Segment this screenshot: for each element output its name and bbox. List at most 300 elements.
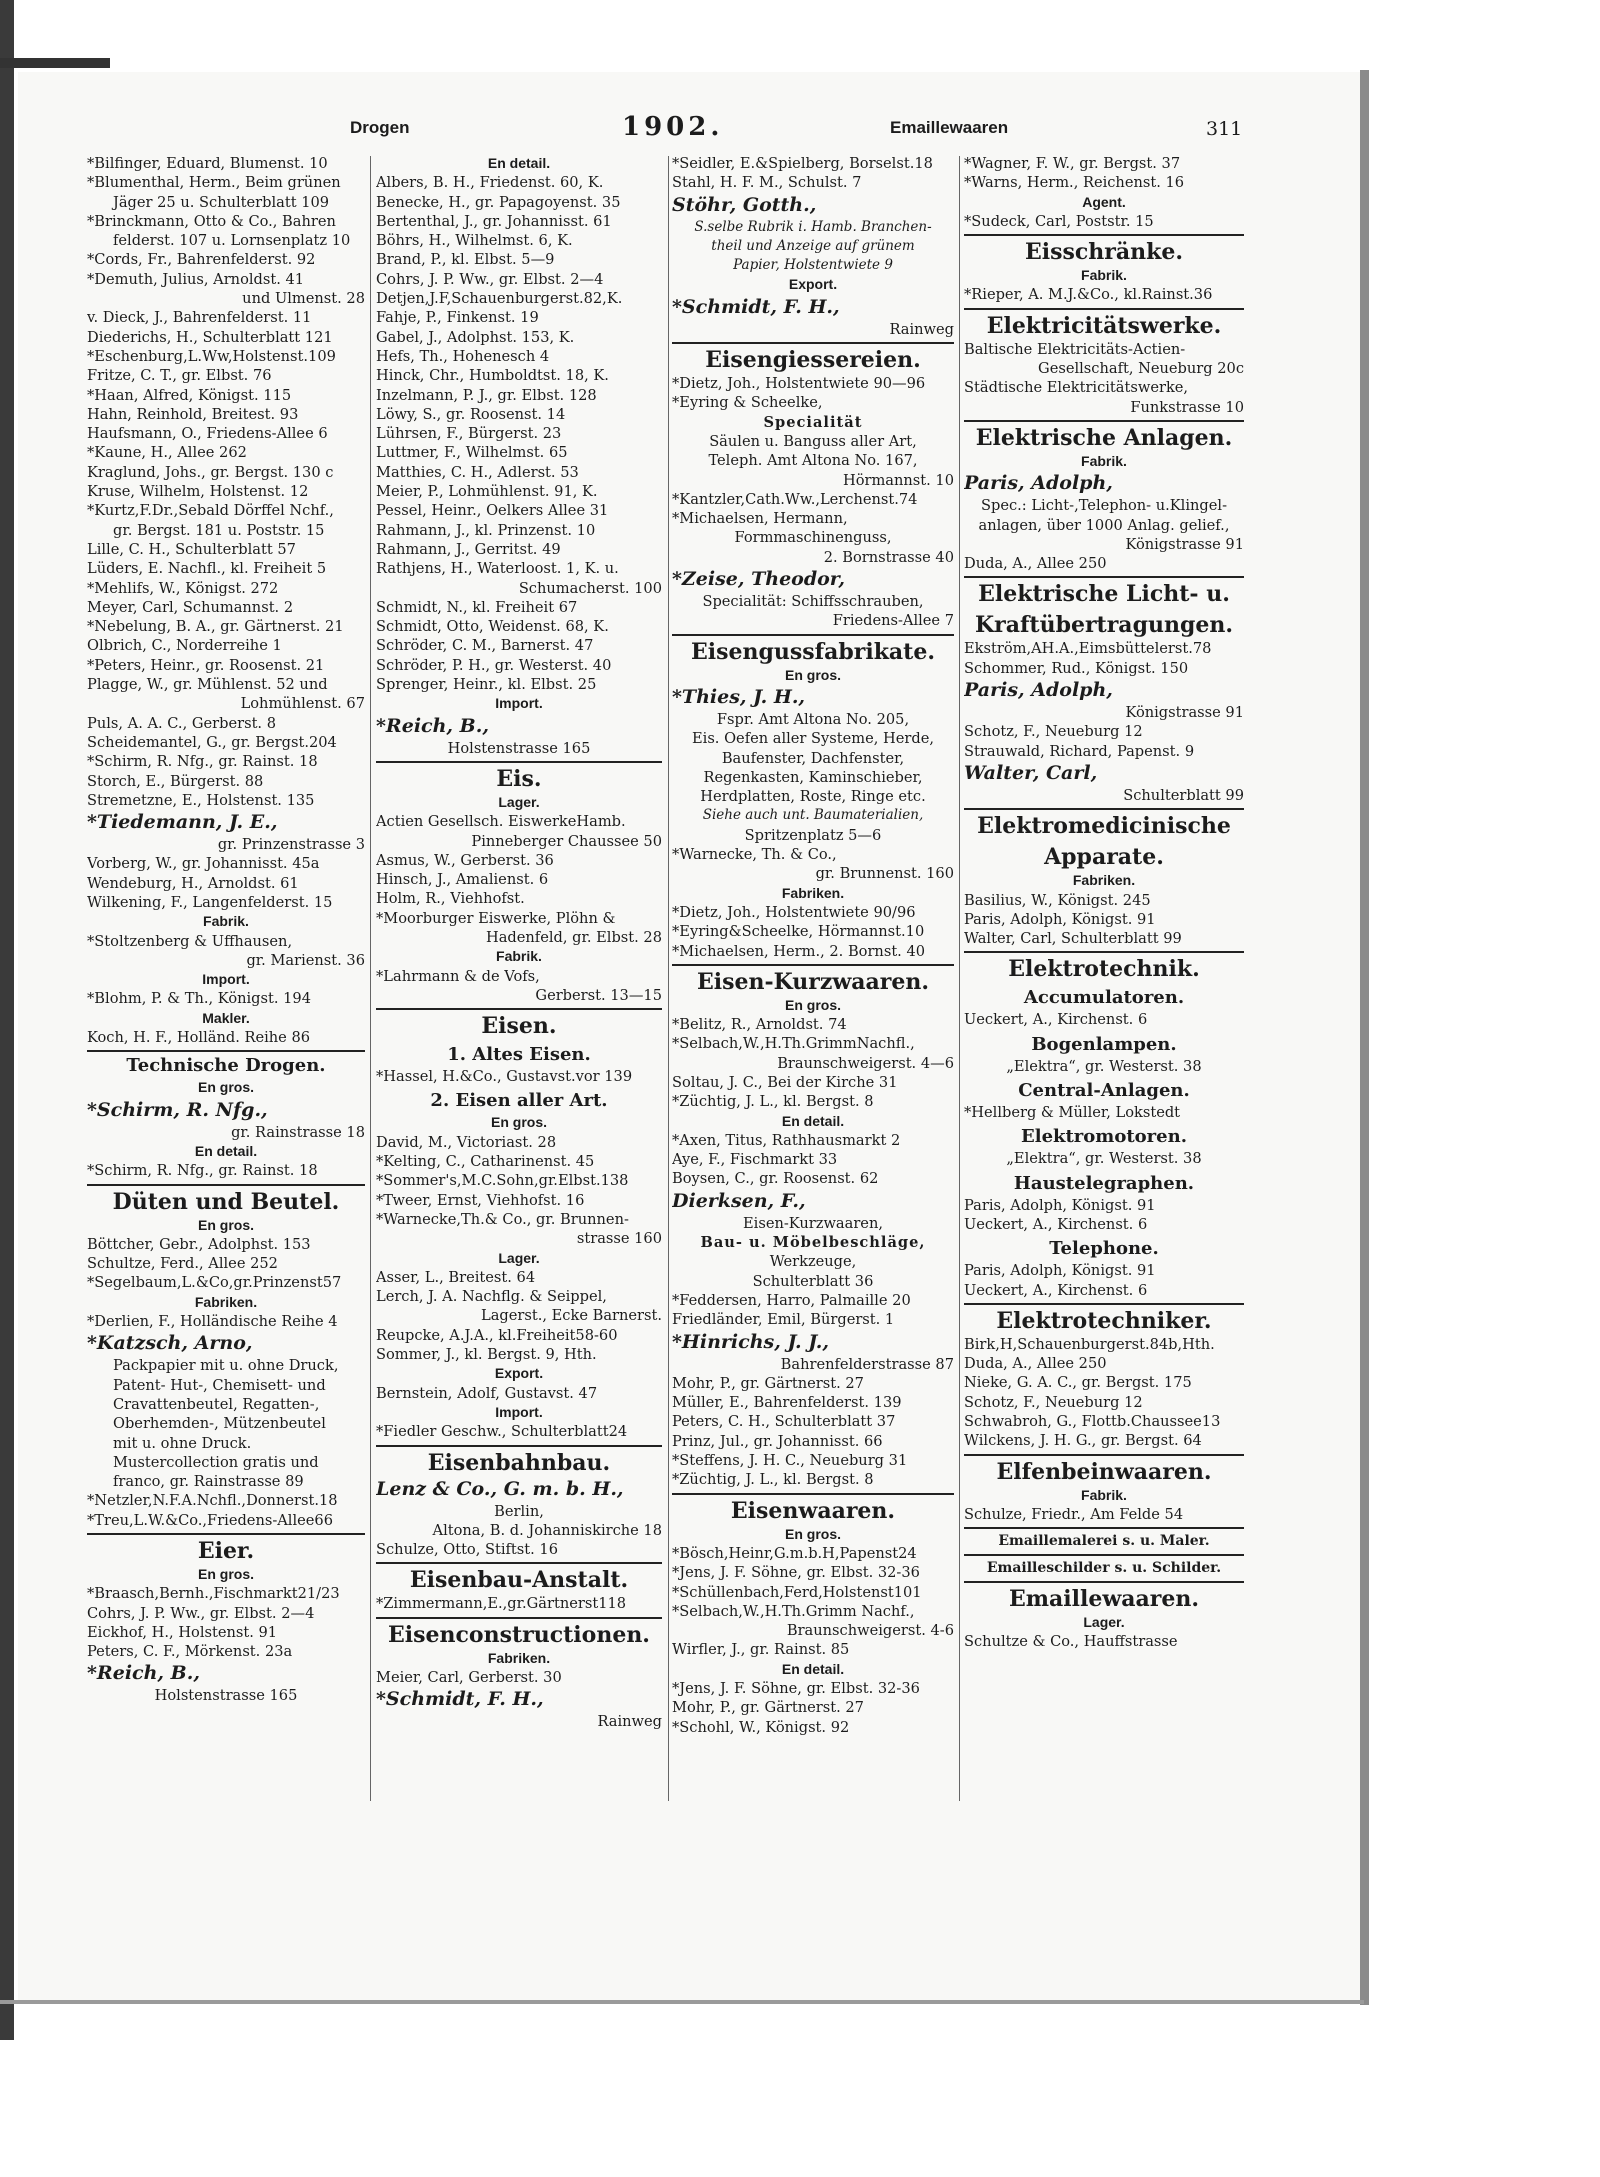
category-heading: Emaillemalerei s. u. Maler. bbox=[964, 1527, 1244, 1551]
listing-entry: Hahn, Reinhold, Breitest. 93 bbox=[87, 405, 299, 423]
category-heading: Elektrotechniker. bbox=[964, 1303, 1244, 1335]
section-subheading: Fabriken. bbox=[1072, 872, 1136, 889]
listing-entry: Matthies, C. H., Adlerst. 53 bbox=[376, 463, 579, 481]
listing-entry: *Nebelung, B. A., gr. Gärtnerst. 21 bbox=[87, 618, 344, 636]
listing-address: Rainweg bbox=[597, 1713, 662, 1731]
listing-entry: *Brinckmann, Otto & Co., Bahren bbox=[87, 212, 336, 230]
listing-address: und Ulmenst. 28 bbox=[242, 290, 365, 308]
section-subheading: En gros. bbox=[784, 996, 841, 1013]
listing-continuation: Patent- Hut-, Chemisett- und bbox=[113, 1376, 326, 1394]
listing-line: Herdplatten, Roste, Ringe etc. bbox=[700, 788, 926, 806]
listing-entry: Wendeburg, H., Arnoldst. 61 bbox=[87, 874, 299, 892]
listing-entry: *Kurtz,F.Dr.,Sebald Dörffel Nchf., bbox=[87, 502, 334, 520]
category-heading: Central-Anlagen. bbox=[1018, 1080, 1190, 1102]
featured-entry: *Schirm, R. Nfg., bbox=[87, 1098, 268, 1121]
listing-entry: Soltau, J. C., Bei der Kirche 31 bbox=[672, 1073, 898, 1091]
listing-entry: *Warnecke,Th.& Co., gr. Brunnen- bbox=[376, 1210, 629, 1228]
listing-address: 2. Bornstrasse 40 bbox=[823, 548, 954, 566]
listing-entry: Schulze, Otto, Stiftst. 16 bbox=[376, 1541, 558, 1559]
listing-entry: Ueckert, A., Kirchenst. 6 bbox=[964, 1215, 1148, 1233]
listing-note: Papier, Holstentwiete 9 bbox=[733, 257, 893, 274]
listing-entry: *Michaelsen, Herm., 2. Bornst. 40 bbox=[672, 942, 926, 960]
listing-entry: *Braasch,Bernh.,Fischmarkt21/23 bbox=[87, 1585, 340, 1603]
category-heading: Eisenwaaren. bbox=[672, 1493, 954, 1525]
listing-note: S.selbe Rubrik i. Hamb. Branchen- bbox=[694, 218, 932, 235]
featured-entry: *Schmidt, F. H., bbox=[672, 295, 840, 318]
listing-line: Eis. Oefen aller Systeme, Herde, bbox=[692, 730, 934, 748]
listing-entry: *Schirm, R. Nfg., gr. Rainst. 18 bbox=[87, 1162, 318, 1180]
category-heading: Düten und Beutel. bbox=[87, 1184, 365, 1216]
listing-entry: Hinsch, J., Amalienst. 6 bbox=[376, 871, 549, 889]
listing-entry: *Feddersen, Harro, Palmaille 20 bbox=[672, 1291, 911, 1309]
listing-entry: *Blohm, P. & Th., Königst. 194 bbox=[87, 990, 311, 1008]
listing-address: gr. Brunnenst. 160 bbox=[815, 865, 954, 883]
listing-entry: Boysen, C., gr. Roosenst. 62 bbox=[672, 1170, 879, 1188]
listing-line: Baufenster, Dachfenster, bbox=[721, 749, 905, 767]
listing-address: gr. Prinzenstrasse 3 bbox=[217, 836, 365, 854]
category-heading: Eisenbau-Anstalt. bbox=[376, 1562, 662, 1594]
listing-entry: Meyer, Carl, Schumannst. 2 bbox=[87, 598, 294, 616]
listing-line: Berlin, bbox=[494, 1502, 544, 1520]
listing-entry: Meier, P., Lohmühlenst. 91, K. bbox=[376, 483, 598, 501]
page-number: 311 bbox=[1206, 118, 1243, 140]
listing-note: Siehe auch unt. Baumaterialien, bbox=[702, 807, 924, 824]
listing-entry: Ueckert, A., Kirchenst. 6 bbox=[964, 1281, 1148, 1299]
category-heading: Eisenbahnbau. bbox=[376, 1445, 662, 1477]
listing-entry: Hinck, Chr., Humboldtst. 18, K. bbox=[376, 367, 609, 385]
listing-entry: *Dietz, Joh., Holstentwiete 90—96 bbox=[672, 375, 926, 393]
listing-line: Werkzeuge, bbox=[769, 1253, 857, 1271]
listing-entry: Walter, Carl, Schulterblatt 99 bbox=[964, 930, 1182, 948]
section-subheading: Export. bbox=[494, 1365, 544, 1382]
listing-specialty: Specialität bbox=[763, 413, 863, 431]
section-subheading: En detail. bbox=[781, 1112, 845, 1129]
section-subheading: En detail. bbox=[487, 155, 551, 171]
listing-entry: Schommer, Rud., Königst. 150 bbox=[964, 659, 1189, 677]
listing-entry: Plagge, W., gr. Mühlenst. 52 und bbox=[87, 676, 328, 694]
section-subheading: Agent. bbox=[1082, 193, 1126, 210]
listing-line: Holstenstrasse 165 bbox=[154, 1687, 298, 1705]
category-heading: Kraftübertragungen. bbox=[975, 612, 1233, 639]
featured-entry: *Tiedemann, J. E., bbox=[87, 811, 278, 834]
featured-entry: Dierksen, F., bbox=[672, 1189, 806, 1212]
section-subheading: Fabrik. bbox=[203, 913, 249, 930]
listing-address: Schulterblatt 99 bbox=[1123, 786, 1244, 804]
listing-entry: Wilkening, F., Langenfelderst. 15 bbox=[87, 893, 333, 911]
section-subheading: Lager. bbox=[498, 1249, 540, 1266]
listing-entry: Benecke, H., gr. Papagoyenst. 35 bbox=[376, 193, 621, 211]
featured-entry: *Schmidt, F. H., bbox=[376, 1688, 544, 1711]
listing-address: Gesellschaft, Neueburg 20c bbox=[1038, 360, 1244, 378]
listing-line: Formmaschinenguss, bbox=[734, 529, 892, 547]
listing-entry: *Schüllenbach,Ferd,Holstenst101 bbox=[672, 1583, 922, 1601]
listing-entry: Lührsen, F., Bürgerst. 23 bbox=[376, 425, 562, 443]
listing-entry: *Cords, Fr., Bahrenfelderst. 92 bbox=[87, 251, 316, 269]
listing-entry: Städtische Elektricitätswerke, bbox=[964, 379, 1189, 397]
listing-entry: Ueckert, A., Kirchenst. 6 bbox=[964, 1011, 1148, 1029]
listing-entry: Lerch, J. A. Nachflg. & Seippel, bbox=[376, 1288, 607, 1306]
section-subheading: En gros. bbox=[490, 1114, 547, 1131]
listing-entry: Böttcher, Gebr., Adolphst. 153 bbox=[87, 1235, 311, 1253]
listing-entry: Paris, Adolph, Königst. 91 bbox=[964, 1262, 1156, 1280]
listing-entry: Olbrich, C., Norderreihe 1 bbox=[87, 637, 282, 655]
listing-entry: *Segelbaum,L.&Co,gr.Prinzenst57 bbox=[87, 1274, 342, 1292]
listing-entry: Mohr, P., gr. Gärtnerst. 27 bbox=[672, 1699, 864, 1717]
listing-continuation: Jäger 25 u. Schulterblatt 109 bbox=[113, 193, 330, 211]
listing-entry: *Kelting, C., Catharinenst. 45 bbox=[376, 1153, 595, 1171]
category-heading: Apparate. bbox=[1044, 844, 1164, 871]
section-subheading: En detail. bbox=[781, 1660, 845, 1677]
listing-address: Gerberst. 13—15 bbox=[535, 986, 662, 1004]
column-rule bbox=[370, 156, 371, 1801]
listing-entry: Peters, C. H., Schulterblatt 37 bbox=[672, 1413, 896, 1431]
listing-entry: *Bilfinger, Eduard, Blumenst. 10 bbox=[87, 155, 328, 172]
listing-entry: Löwy, S., gr. Roosenst. 14 bbox=[376, 405, 566, 423]
category-heading: Telephone. bbox=[1049, 1238, 1159, 1260]
listing-entry: Detjen,J.F,Schauenburgerst.82,K. bbox=[376, 290, 623, 308]
listing-entry: *Selbach,W.,H.Th.Grimm Nachf., bbox=[672, 1602, 915, 1620]
listing-line: anlagen, über 1000 Anlag. gelief., bbox=[978, 516, 1230, 534]
listing-continuation: Oberhemden-, Mützenbeutel bbox=[113, 1415, 326, 1433]
header-right-category: Emaillewaaren bbox=[890, 118, 1009, 137]
column-2 bbox=[376, 154, 662, 1732]
listing-entry: Puls, A. A. C., Gerberst. 8 bbox=[87, 714, 276, 732]
listing-entry: *Moorburger Eiswerke, Plöhn & bbox=[376, 909, 616, 927]
listing-entry: *Sudeck, Carl, Poststr. 15 bbox=[964, 212, 1154, 230]
listing-entry: *Netzler,N.F.A.Nchfl.,Donnerst.18 bbox=[87, 1492, 338, 1510]
listing-entry: *Züchtig, J. L., kl. Bergst. 8 bbox=[672, 1471, 874, 1489]
listing-entry: Lille, C. H., Schulterblatt 57 bbox=[87, 540, 296, 558]
listing-entry: *Mehlifs, W., Königst. 272 bbox=[87, 579, 279, 597]
column-4 bbox=[964, 154, 1244, 1652]
listing-entry: Bernstein, Adolf, Gustavst. 47 bbox=[376, 1384, 598, 1402]
listing-line: Teleph. Amt Altona No. 167, bbox=[708, 452, 918, 470]
listing-entry: Schotz, F., Neueburg 12 bbox=[964, 723, 1143, 741]
listing-entry: Bertenthal, J., gr. Johannisst. 61 bbox=[376, 212, 612, 230]
featured-entry: *Thies, J. H., bbox=[672, 685, 806, 708]
listing-entry: *Eyring&Scheelke, Hörmannst.10 bbox=[672, 923, 925, 941]
listing-entry: Schröder, P. H., gr. Westerst. 40 bbox=[376, 656, 612, 674]
listing-line: Schulterblatt 36 bbox=[752, 1272, 874, 1290]
listing-entry: Duda, A., Allee 250 bbox=[964, 555, 1107, 573]
listing-entry: Paris, Adolph, Königst. 91 bbox=[964, 1196, 1156, 1214]
listing-address: gr. Rainstrasse 18 bbox=[231, 1123, 365, 1141]
featured-entry: *Reich, B., bbox=[376, 714, 489, 737]
listing-entry: *Eschenburg,L.Ww,Holstenst.109 bbox=[87, 347, 336, 365]
listing-entry: Holm, R., Viehhofst. bbox=[376, 890, 525, 908]
listing-entry: *Stoltzenberg & Uffhausen, bbox=[87, 932, 293, 950]
listing-line: „Elektra“, gr. Westerst. 38 bbox=[1006, 1057, 1202, 1075]
section-subheading: En gros. bbox=[784, 1525, 841, 1542]
listing-entry: *Rieper, A. M.J.&Co., kl.Rainst.36 bbox=[964, 286, 1213, 304]
featured-entry: Stöhr, Gotth., bbox=[672, 193, 817, 216]
listing-entry: Kruse, Wilhelm, Holstenst. 12 bbox=[87, 483, 309, 501]
listing-entry: Aye, F., Fischmarkt 33 bbox=[672, 1151, 838, 1169]
listing-entry: *Schohl, W., Königst. 92 bbox=[672, 1718, 850, 1736]
featured-entry: Lenz & Co., G. m. b. H., bbox=[376, 1477, 624, 1500]
category-heading: Accumulatoren. bbox=[1023, 987, 1185, 1009]
category-heading: Eisengiessereien. bbox=[672, 342, 954, 374]
listing-line: Säulen u. Banguss aller Art, bbox=[709, 432, 917, 450]
listing-entry: Paris, Adolph, Königst. 91 bbox=[964, 910, 1156, 928]
listing-note: theil und Anzeige auf grünem bbox=[711, 237, 915, 254]
category-heading: Eisen-Kurzwaaren. bbox=[672, 964, 954, 996]
listing-entry: Brand, P., kl. Elbst. 5—9 bbox=[376, 251, 555, 269]
listing-address: gr. Marienst. 36 bbox=[246, 951, 365, 969]
listing-entry: Peters, C. F., Mörkenst. 23a bbox=[87, 1643, 293, 1661]
listing-entry: *Lahrmann & de Vofs, bbox=[376, 967, 540, 985]
section-subheading: Export. bbox=[788, 276, 838, 293]
listing-entry: *Züchtig, J. L., kl. Bergst. 8 bbox=[672, 1093, 874, 1111]
listing-entry: Nieke, G. A. C., gr. Bergst. 175 bbox=[964, 1374, 1192, 1392]
listing-entry: *Jens, J. F. Söhne, gr. Elbst. 32-36 bbox=[672, 1564, 920, 1582]
listing-entry: *Blumenthal, Herm., Beim grünen bbox=[87, 174, 341, 192]
listing-entry: Cohrs, J. P. Ww., gr. Elbst. 2—4 bbox=[87, 1604, 315, 1622]
listing-address: Hadenfeld, gr. Elbst. 28 bbox=[486, 928, 662, 946]
listing-entry: Luttmer, F., Wilhelmst. 65 bbox=[376, 444, 568, 462]
listing-entry: Gabel, J., Adolphst. 153, K. bbox=[376, 328, 575, 346]
category-heading: 2. Eisen aller Art. bbox=[430, 1090, 608, 1112]
listing-entry: Meier, Carl, Gerberst. 30 bbox=[376, 1669, 562, 1686]
listing-entry: *Wagner, F. W., gr. Bergst. 37 bbox=[964, 155, 1181, 172]
listing-entry: *Eyring & Scheelke, bbox=[672, 394, 823, 412]
category-heading: Haustelegraphen. bbox=[1013, 1172, 1195, 1194]
column-3 bbox=[672, 154, 954, 1737]
listing-entry: *Axen, Titus, Rathhausmarkt 2 bbox=[672, 1131, 901, 1149]
listing-address: Königstrasse 91 bbox=[1125, 535, 1244, 553]
listing-entry: Mohr, P., gr. Gärtnerst. 27 bbox=[672, 1374, 864, 1392]
category-heading: Elfenbeinwaaren. bbox=[964, 1454, 1244, 1486]
featured-entry: Walter, Carl, bbox=[964, 761, 1098, 784]
listing-entry: Birk,H,Schauenburgerst.84b,Hth. bbox=[964, 1335, 1215, 1353]
listing-continuation: gr. Bergst. 181 u. Poststr. 15 bbox=[113, 521, 325, 539]
listing-line: Fspr. Amt Altona No. 205, bbox=[716, 710, 910, 728]
listing-line: Specialität: Schiffsschrauben, bbox=[702, 593, 924, 611]
category-heading: Emaillewaaren. bbox=[964, 1581, 1244, 1613]
listing-entry: *Peters, Heinr., gr. Roosenst. 21 bbox=[87, 656, 325, 674]
listing-address: Königstrasse 91 bbox=[1125, 704, 1244, 722]
listing-address: Altona, B. d. Johanniskirche 18 bbox=[432, 1521, 662, 1539]
category-heading: Elektricitätswerke. bbox=[964, 308, 1244, 340]
category-heading: Elektromotoren. bbox=[1021, 1126, 1187, 1148]
listing-address: Rainweg bbox=[889, 320, 954, 338]
header-year: 1902. bbox=[622, 112, 724, 142]
scan-top-mark bbox=[0, 58, 110, 68]
listing-address: Schumacherst. 100 bbox=[518, 579, 662, 597]
listing-entry: *Warnecke, Th. & Co., bbox=[672, 846, 837, 864]
featured-entry: Paris, Adolph, bbox=[964, 472, 1113, 495]
listing-entry: Böhrs, H., Wilhelmst. 6, K. bbox=[376, 232, 573, 250]
section-subheading: Makler. bbox=[202, 1009, 250, 1026]
listing-address: strasse 160 bbox=[576, 1230, 662, 1248]
listing-entry: Koch, H. F., Holländ. Reihe 86 bbox=[87, 1029, 311, 1047]
listing-entry: Wirfler, J., gr. Rainst. 85 bbox=[672, 1641, 850, 1659]
listing-entry: Rathjens, H., Waterloost. 1, K. u. bbox=[376, 560, 619, 578]
section-subheading: Import. bbox=[495, 1403, 543, 1420]
listing-line: Regenkasten, Kaminschieber, bbox=[703, 768, 923, 786]
category-heading: Eisengussfabrikate. bbox=[672, 634, 954, 666]
section-subheading: En gros. bbox=[784, 666, 841, 683]
listing-line: „Elektra“, gr. Westerst. 38 bbox=[1006, 1150, 1202, 1168]
section-subheading: Fabriken. bbox=[194, 1293, 258, 1310]
listing-entry: *Jens, J. F. Söhne, gr. Elbst. 32-36 bbox=[672, 1680, 920, 1697]
listing-entry: Sommer, J., kl. Bergst. 9, Hth. bbox=[376, 1346, 597, 1364]
section-subheading: En detail. bbox=[194, 1142, 258, 1159]
listing-entry: Sprenger, Heinr., kl. Elbst. 25 bbox=[376, 676, 597, 694]
listing-entry: Baltische Elektricitäts-Actien- bbox=[964, 340, 1186, 358]
listing-entry: Haufsmann, O., Friedens-Allee 6 bbox=[87, 425, 328, 443]
category-heading: Elektrische Licht- u. bbox=[964, 576, 1244, 608]
scan-right-edge bbox=[1360, 70, 1369, 2005]
listing-entry: Actien Gesellsch. EiswerkeHamb. bbox=[376, 813, 626, 831]
section-subheading: Lager. bbox=[498, 793, 540, 810]
listing-entry: David, M., Victoriast. 28 bbox=[376, 1133, 557, 1151]
listing-entry: *Belitz, R., Arnoldst. 74 bbox=[672, 1016, 847, 1034]
listing-entry: Pessel, Heinr., Oelkers Allee 31 bbox=[376, 502, 609, 520]
listing-entry: Inzelmann, P. J., gr. Elbst. 128 bbox=[376, 386, 597, 404]
listing-entry: *Seidler, E.&Spielberg, Borselst.18 bbox=[672, 155, 933, 172]
listing-address: Pinneberger Chaussee 50 bbox=[471, 832, 662, 850]
featured-entry: Paris, Adolph, bbox=[964, 679, 1113, 702]
listing-entry: Storch, E., Bürgerst. 88 bbox=[87, 772, 264, 790]
listing-entry: Scheidemantel, G., gr. Bergst.204 bbox=[87, 733, 337, 751]
category-heading: Eisschränke. bbox=[964, 234, 1244, 266]
listing-entry: Schotz, F., Neueburg 12 bbox=[964, 1393, 1143, 1411]
listing-entry: Strauwald, Richard, Papenst. 9 bbox=[964, 742, 1195, 760]
listing-address: Braunschweigerst. 4—6 bbox=[777, 1054, 954, 1072]
listing-entry: *Fiedler Geschw., Schulterblatt24 bbox=[376, 1423, 628, 1441]
listing-entry: Asmus, W., Gerberst. 36 bbox=[376, 851, 554, 869]
section-subheading: Fabrik. bbox=[496, 948, 542, 965]
category-heading: Elektrische Anlagen. bbox=[964, 420, 1244, 452]
listing-entry: *Warns, Herm., Reichenst. 16 bbox=[964, 174, 1185, 192]
listing-entry: Schröder, C. M., Barnerst. 47 bbox=[376, 637, 594, 655]
listing-entry: Rahmann, J., kl. Prinzenst. 10 bbox=[376, 521, 596, 539]
listing-entry: Schmidt, Otto, Weidenst. 68, K. bbox=[376, 618, 609, 636]
listing-entry: Hefs, Th., Hohenesch 4 bbox=[376, 347, 550, 365]
listing-address: Funkstrasse 10 bbox=[1130, 398, 1244, 416]
listing-line: Holstenstrasse 165 bbox=[447, 739, 591, 757]
listing-entry: Eickhof, H., Holstenst. 91 bbox=[87, 1623, 278, 1641]
listing-entry: Albers, B. H., Friedenst. 60, K. bbox=[376, 174, 604, 192]
listing-entry: Reupcke, A.J.A., kl.Freiheit58-60 bbox=[376, 1326, 618, 1344]
section-subheading: Import. bbox=[495, 695, 543, 712]
listing-entry: Schultze, Ferd., Allee 252 bbox=[87, 1255, 278, 1273]
category-heading: Eisenconstructionen. bbox=[376, 1617, 662, 1649]
listing-address: Braunschweigerst. 4-6 bbox=[786, 1622, 954, 1640]
section-subheading: Import. bbox=[202, 971, 250, 988]
listing-entry: Rahmann, J., Gerritst. 49 bbox=[376, 540, 561, 558]
listing-entry: *Kantzler,Cath.Ww.,Lerchenst.74 bbox=[672, 490, 918, 508]
section-subheading: Lager. bbox=[1083, 1614, 1125, 1631]
listing-entry: *Selbach,W.,H.Th.GrimmNachfl., bbox=[672, 1035, 915, 1053]
listing-entry: *Zimmermann,E.,gr.Gärtnerst118 bbox=[376, 1595, 627, 1613]
category-heading: Elektrotechnik. bbox=[964, 951, 1244, 983]
listing-entry: *Kaune, H., Allee 262 bbox=[87, 444, 247, 462]
listing-entry: Kraglund, Johs., gr. Bergst. 130 c bbox=[87, 463, 334, 481]
listing-line: Spec.: Licht-,Telephon- u.Klingel- bbox=[981, 497, 1227, 515]
listing-continuation: Mustercollection gratis und bbox=[113, 1453, 319, 1471]
listing-address: Lohmühlenst. 67 bbox=[240, 695, 365, 713]
listing-line: Spritzenplatz 5—6 bbox=[744, 826, 882, 844]
listing-continuation: franco, gr. Rainstrasse 89 bbox=[113, 1473, 304, 1491]
featured-entry: *Reich, B., bbox=[87, 1662, 200, 1685]
listing-entry: *Dietz, Joh., Holstentwiete 90/96 bbox=[672, 903, 916, 921]
listing-line: Eisen-Kurzwaaren, bbox=[743, 1214, 883, 1232]
featured-entry: *Katzsch, Arno, bbox=[87, 1332, 253, 1355]
listing-continuation: felderst. 107 u. Lornsenplatz 10 bbox=[113, 232, 351, 250]
listing-entry: *Michaelsen, Hermann, bbox=[672, 510, 848, 528]
section-subheading: En gros. bbox=[197, 1566, 254, 1582]
category-heading: Eisen. bbox=[376, 1008, 662, 1040]
scan-left-edge bbox=[0, 0, 14, 2040]
section-subheading: Fabrik. bbox=[1081, 267, 1127, 284]
listing-address: Hörmannst. 10 bbox=[842, 471, 954, 489]
listing-entry: *Sommer's,M.C.Sohn,gr.Elbst.138 bbox=[376, 1172, 629, 1190]
listing-entry: *Steffens, J. H. C., Neueburg 31 bbox=[672, 1452, 908, 1470]
category-heading: Technische Drogen. bbox=[87, 1050, 365, 1078]
listing-entry: Stremetzne, E., Holstenst. 135 bbox=[87, 791, 315, 809]
listing-entry: Ekström,AH.A.,Eimsbüttelerst.78 bbox=[964, 640, 1212, 658]
listing-entry: *Derlien, F., Holländische Reihe 4 bbox=[87, 1313, 338, 1331]
category-heading: Bogenlampen. bbox=[1031, 1033, 1177, 1055]
header-left-category: Drogen bbox=[350, 118, 410, 137]
section-subheading: Fabrik. bbox=[1081, 452, 1127, 469]
listing-entry: Schwabroh, G., Flottb.Chaussee13 bbox=[964, 1412, 1221, 1430]
listing-entry: Fritze, C. T., gr. Elbst. 76 bbox=[87, 367, 272, 385]
section-subheading: Fabriken. bbox=[487, 1649, 551, 1666]
listing-entry: Wilckens, J. H. G., gr. Bergst. 64 bbox=[964, 1432, 1202, 1450]
featured-entry: *Zeise, Theodor, bbox=[672, 568, 846, 591]
listing-entry: Prinz, Jul., gr. Johannisst. 66 bbox=[672, 1432, 883, 1450]
column-rule bbox=[668, 156, 669, 1801]
column-1 bbox=[87, 154, 365, 1706]
listing-entry: *Treu,L.W.&Co.,Friedens-Allee66 bbox=[87, 1511, 333, 1529]
section-subheading: Fabriken. bbox=[781, 884, 845, 901]
category-heading: 1. Altes Eisen. bbox=[447, 1044, 591, 1066]
listing-entry: Schmidt, N., kl. Freiheit 67 bbox=[376, 598, 578, 616]
column-rule bbox=[959, 156, 960, 1801]
listing-entry: *Hellberg & Müller, Lokstedt bbox=[964, 1104, 1181, 1122]
category-heading: Eis. bbox=[376, 761, 662, 793]
listing-entry: Fahje, P., Finkenst. 19 bbox=[376, 309, 539, 327]
listing-entry: Cohrs, J. P. Ww., gr. Elbst. 2—4 bbox=[376, 270, 604, 288]
listing-entry: Vorberg, W., gr. Johannisst. 45a bbox=[87, 855, 320, 873]
listing-entry: v. Dieck, J., Bahrenfelderst. 11 bbox=[87, 309, 312, 327]
listing-entry: *Bösch,Heinr,G.m.b.H,Papenst24 bbox=[672, 1544, 917, 1562]
section-subheading: En gros. bbox=[197, 1079, 254, 1096]
category-heading: Eier. bbox=[87, 1533, 365, 1565]
listing-address: Lagerst., Ecke Barnerst. bbox=[481, 1307, 662, 1325]
listing-entry: *Schirm, R. Nfg., gr. Rainst. 18 bbox=[87, 753, 318, 771]
listing-specialty: Bau- u. Möbelbeschläge, bbox=[700, 1234, 926, 1252]
listing-entry: Friedländer, Emil, Bürgerst. 1 bbox=[672, 1311, 895, 1329]
section-subheading: Fabrik. bbox=[1081, 1486, 1127, 1503]
section-subheading: En gros. bbox=[197, 1216, 254, 1233]
scan-bottom-edge bbox=[0, 2000, 1364, 2004]
listing-entry: Basilius, W., Königst. 245 bbox=[964, 891, 1151, 909]
listing-continuation: mit u. ohne Druck. bbox=[113, 1434, 252, 1452]
listing-entry: Schultze & Co., Hauffstrasse bbox=[964, 1633, 1178, 1651]
listing-continuation: Cravattenbeutel, Regatten-, bbox=[113, 1395, 320, 1413]
featured-entry: *Hinrichs, J. J., bbox=[672, 1330, 829, 1353]
listing-entry: Stahl, H. F. M., Schulst. 7 bbox=[672, 174, 862, 192]
listing-entry: Duda, A., Allee 250 bbox=[964, 1355, 1107, 1373]
listing-entry: Diederichs, H., Schulterblatt 121 bbox=[87, 328, 333, 346]
category-heading: Emailleschilder s. u. Schilder. bbox=[964, 1554, 1244, 1578]
listing-address: Friedens-Allee 7 bbox=[832, 612, 954, 630]
listing-address: Bahrenfelderstrasse 87 bbox=[780, 1355, 954, 1373]
